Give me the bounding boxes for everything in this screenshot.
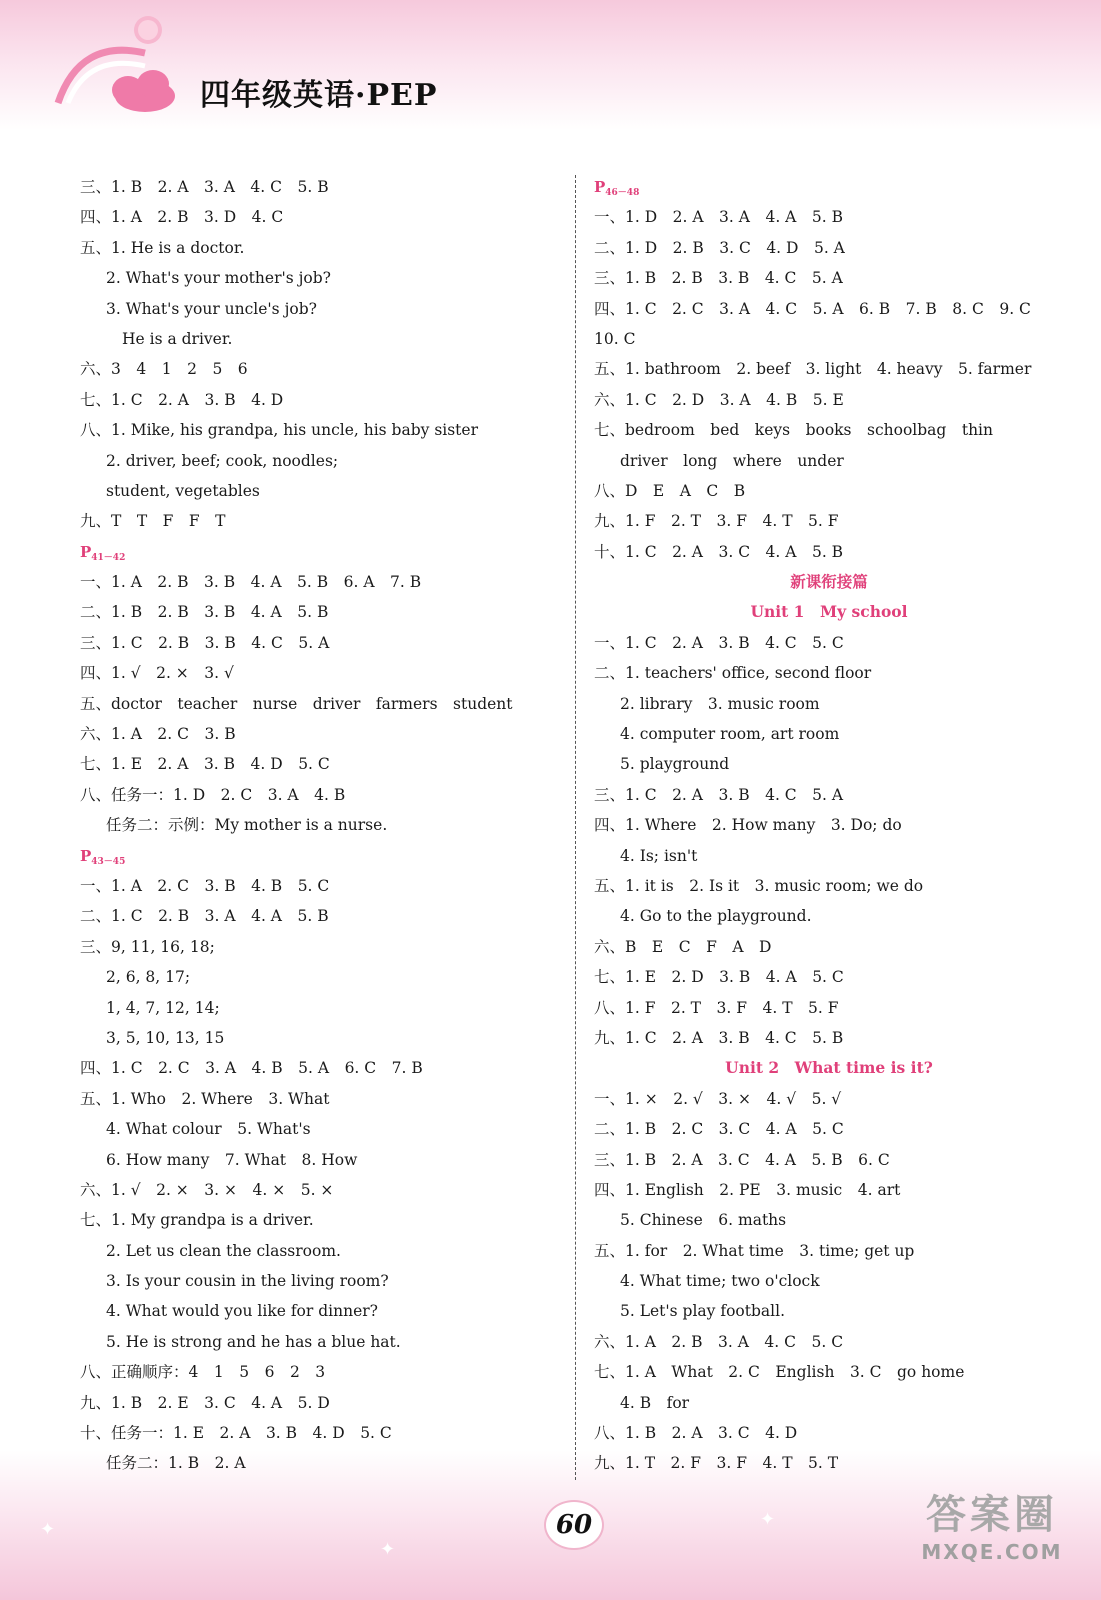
answer-line: 3. Is your cousin in the living room?	[106, 1272, 389, 1291]
answer-line: 4. Is; isn't	[620, 846, 698, 865]
answer-line: 八、1. B 2. A 3. C 4. D	[594, 1424, 798, 1443]
answer-line: He is a driver.	[122, 329, 233, 348]
answer-line: 九、1. B 2. E 3. C 4. A 5. D	[80, 1393, 330, 1412]
answer-line: 二、1. teachers' office, second floor	[594, 664, 872, 683]
answer-line: 四、1. C 2. C 3. A 4. C 5. A 6. B 7. B 8. C 9. C	[594, 299, 1031, 318]
column-divider	[575, 175, 576, 1480]
answer-line: 七、bedroom bed keys books schoolbag thin	[594, 421, 993, 440]
left-answer-column	[80, 172, 550, 1479]
answer-line: 三、1. B 2. A 3. A 4. C 5. B	[80, 178, 329, 196]
answer-line: 五、1. Who 2. Where 3. What	[80, 1089, 330, 1108]
answer-line: 5. He is strong and he has a blue hat.	[106, 1332, 401, 1351]
answer-line: 五、1. bathroom 2. beef 3. light 4. heavy 5. farmer	[594, 360, 1032, 379]
answer-line: 八、正确顺序：4 1 5 6 2 3	[80, 1363, 326, 1382]
answer-line: driver long where under	[620, 451, 844, 470]
star-icon: ✦	[760, 1509, 776, 1530]
right-answer-column	[594, 172, 1064, 1479]
page-number-badge	[544, 1500, 604, 1550]
section-heading: 新课衔接篇	[790, 572, 868, 592]
answer-line: 三、9, 11, 16, 18;	[80, 937, 215, 956]
section-heading: Unit 2 What time is it?	[725, 1058, 933, 1078]
page-range-letter: P	[594, 178, 606, 196]
answer-line: 5. Chinese 6. maths	[620, 1211, 787, 1230]
answer-line: 一、1. D 2. A 3. A 4. A 5. B	[594, 208, 843, 227]
answer-line: 5. playground	[620, 755, 730, 774]
answer-line: 4. computer room, art room	[620, 725, 840, 744]
answer-line: 六、B E C F A D	[594, 937, 772, 956]
page-number: 60	[555, 1510, 593, 1540]
answer-line: 4. Go to the playground.	[620, 907, 812, 926]
answer-line: 3. What's your uncle's job?	[106, 299, 317, 318]
answer-line: 四、1. C 2. C 3. A 4. B 5. A 6. C 7. B	[80, 1059, 423, 1078]
answer-line: 1, 4, 7, 12, 14;	[106, 998, 220, 1017]
answer-line: 三、1. C 2. B 3. B 4. C 5. A	[80, 633, 330, 652]
answer-line: 五、1. it is 2. Is it 3. music room; we do	[594, 876, 924, 895]
answer-line: 2. Let us clean the classroom.	[106, 1241, 341, 1260]
answer-line: 一、1. A 2. B 3. B 4. A 5. B 6. A 7. B	[80, 573, 422, 592]
answer-line: 八、任务一：1. D 2. C 3. A 4. B	[80, 785, 346, 804]
answer-line: 六、3 4 1 2 5 6	[80, 360, 248, 379]
answer-line: 二、1. B 2. B 3. B 4. A 5. B	[80, 603, 329, 622]
star-icon: ✦	[40, 1519, 56, 1540]
answer-line: 九、T T F F T	[80, 512, 226, 531]
answer-line: 四、1. Where 2. How many 3. Do; do	[594, 816, 902, 835]
answer-line: 任务二：1. B 2. A	[106, 1454, 246, 1473]
answer-line: 4. What colour 5. What's	[106, 1120, 311, 1139]
watermark-url: MXQE.COM	[921, 1540, 1063, 1564]
star-icon: ✦	[380, 1539, 396, 1560]
answer-line: 八、1. Mike, his grandpa, his uncle, his baby sister	[80, 421, 478, 440]
page-title: 四年级英语·PEP	[200, 78, 438, 113]
answer-line: 四、1. √ 2. × 3. √	[80, 664, 234, 683]
answer-line: 3, 5, 10, 13, 15	[106, 1028, 225, 1047]
answer-line: 十、1. C 2. A 3. C 4. A 5. B	[594, 542, 844, 561]
answer-line: student, vegetables	[106, 481, 260, 500]
answer-line: 一、1. A 2. C 3. B 4. B 5. C	[80, 876, 330, 895]
watermark	[907, 1490, 1077, 1580]
answer-line: 二、1. D 2. B 3. C 4. D 5. A	[594, 238, 845, 257]
page-range-label	[594, 172, 1064, 202]
answer-line: 2. library 3. music room	[620, 694, 820, 713]
answer-line: 九、1. C 2. A 3. B 4. C 5. B	[594, 1028, 844, 1047]
answer-line: 四、1. A 2. B 3. D 4. C	[80, 208, 284, 227]
rainbow-cloud-icon	[50, 8, 180, 118]
answer-line: 六、1. √ 2. × 3. × 4. × 5. ×	[80, 1180, 334, 1199]
answer-line: 三、1. C 2. A 3. B 4. C 5. A	[594, 785, 844, 804]
answer-line: 七、1. E 2. A 3. B 4. D 5. C	[80, 755, 330, 774]
answer-line: 三、1. B 2. B 3. B 4. C 5. A	[594, 269, 843, 288]
answer-line: 一、1. C 2. A 3. B 4. C 5. C	[594, 633, 844, 652]
answer-line: 6. How many 7. What 8. How	[106, 1150, 358, 1169]
answer-line: 九、1. T 2. F 3. F 4. T 5. T	[594, 1454, 839, 1473]
answer-line: 4. B for	[620, 1393, 690, 1412]
answer-line: 六、1. C 2. D 3. A 4. B 5. E	[594, 390, 844, 409]
page-range-letter: P	[80, 542, 92, 561]
answer-line: 二、1. B 2. C 3. C 4. A 5. C	[594, 1120, 844, 1139]
section-heading: Unit 1 My school	[750, 602, 908, 622]
answer-line: 七、1. A What 2. C English 3. C go home	[594, 1363, 965, 1382]
answer-line: 2. driver, beef; cook, noodles;	[106, 451, 339, 470]
answer-line: 4. What would you like for dinner?	[106, 1302, 378, 1321]
answer-line: 六、1. A 2. C 3. B	[80, 725, 236, 744]
answer-line: 二、1. C 2. B 3. A 4. A 5. B	[80, 907, 329, 926]
answer-line: 六、1. A 2. B 3. A 4. C 5. C	[594, 1332, 844, 1351]
answer-line: 五、1. for 2. What time 3. time; get up	[594, 1241, 915, 1260]
answer-line: 九、1. F 2. T 3. F 4. T 5. F	[594, 512, 839, 531]
answer-line: 五、1. He is a doctor.	[80, 238, 245, 257]
page-range-numbers: 41－42	[91, 552, 126, 563]
answer-line: 八、1. F 2. T 3. F 4. T 5. F	[594, 998, 839, 1017]
answer-line: 2, 6, 8, 17;	[106, 968, 191, 987]
watermark-logo-text: 答案圈	[926, 1491, 1058, 1538]
answer-line: 五、doctor teacher nurse driver farmers student	[80, 694, 513, 713]
answer-line: 七、1. C 2. A 3. B 4. D	[80, 390, 284, 409]
page-range-letter: P	[80, 846, 92, 865]
page-range-numbers: 46－48	[605, 188, 640, 198]
answer-line: 4. What time; two o'clock	[620, 1272, 820, 1291]
answer-line: 八、D E A C B	[594, 481, 746, 500]
answer-line: 七、1. My grandpa is a driver.	[80, 1211, 314, 1230]
answer-line: 2. What's your mother's job?	[106, 269, 331, 288]
answer-line: 任务二：示例：My mother is a nurse.	[106, 816, 388, 835]
answer-line: 四、1. English 2. PE 3. music 4. art	[594, 1180, 901, 1199]
answer-line: 5. Let's play football.	[620, 1302, 785, 1321]
answer-line: 十、任务一：1. E 2. A 3. B 4. D 5. C	[80, 1424, 392, 1443]
answer-line: 一、1. × 2. √ 3. × 4. √ 5. √	[594, 1089, 842, 1108]
answer-line: 10. C	[594, 329, 636, 348]
answer-line: 三、1. B 2. A 3. C 4. A 5. B 6. C	[594, 1150, 890, 1169]
answer-line: 七、1. E 2. D 3. B 4. A 5. C	[594, 968, 844, 987]
page-range-label	[80, 841, 550, 871]
page-range-label	[80, 537, 550, 567]
page-range-numbers: 43－45	[91, 856, 126, 867]
